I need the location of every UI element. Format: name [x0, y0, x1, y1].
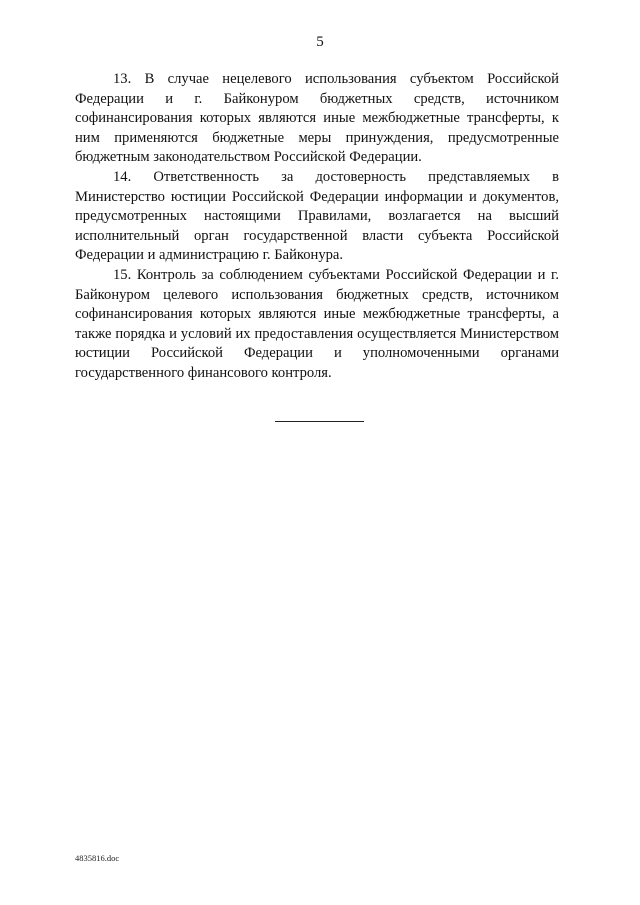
paragraph-13: 13. В случае нецелевого использования субъектом Российской Федерации и г. Байконуром бюджетных средств, источником софинансирования которых являются иные межбюджетные трансферты, к ним применяются бюджетные меры принуждения, предусмотренные бюджетным законодательством Российской Федерации. [75, 71, 559, 166]
document-body [75, 70, 559, 384]
paragraph-14: 14. Ответственность за достоверность представляемых в Министерство юстиции Российской Федерации информации и документов, предусмотренных настоящими Правилами, возлагается на высший исполнительный орган государственной власти субъекта Российской Федерации и администрацию г. Байконура. [75, 168, 559, 264]
paragraph-15: 15. Контроль за соблюдением субъектами Российской Федерации и г. Байконуром целевого использования бюджетных средств, источником софинансирования которых являются иные межбюджетные трансферты, а также порядка и условий их предоставления осуществляется Министерством юстиции Российской Федерации и уполномоченными органами государственного финансового контроля. [75, 266, 559, 381]
end-divider [275, 421, 364, 422]
page-number: 5 [316, 34, 324, 50]
footer-doc-id: 4835816.doc [75, 853, 120, 863]
